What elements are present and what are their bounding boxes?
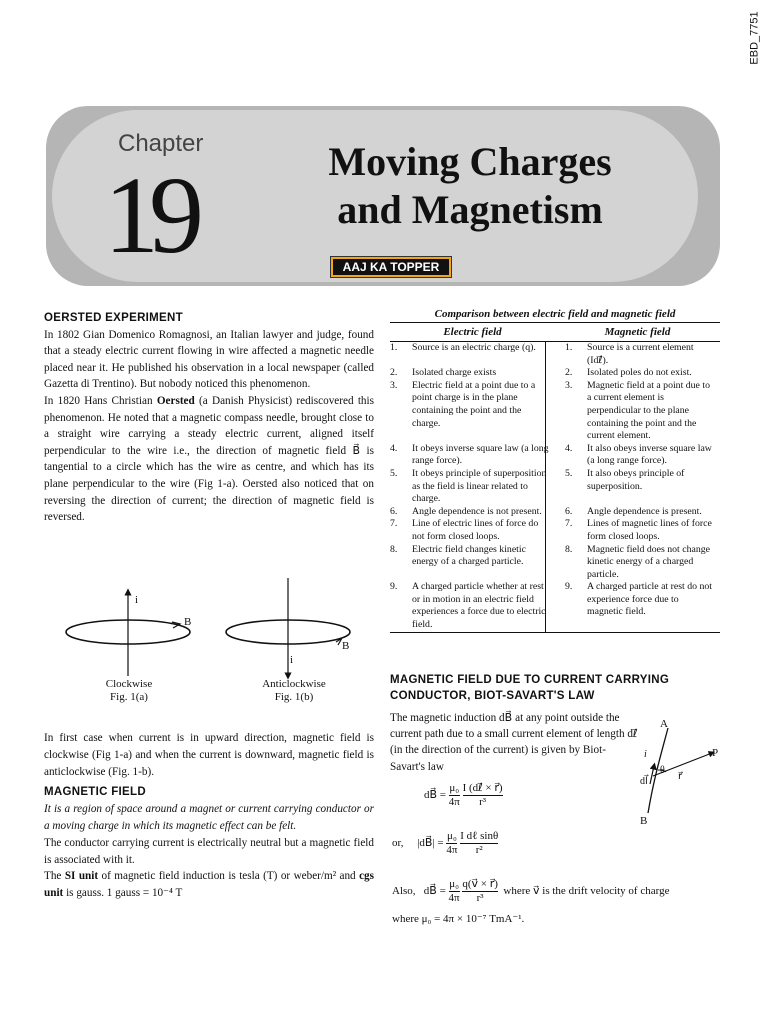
magnetic-text: Angle dependence is present. <box>587 505 702 517</box>
biot-savart-diagram <box>620 718 730 828</box>
row-number: 8. <box>565 543 573 555</box>
oersted-name: Oersted <box>156 394 195 407</box>
table-row <box>390 468 720 506</box>
electric-cell <box>390 367 555 380</box>
electric-cell <box>390 518 555 543</box>
fig-b-current-label: i <box>290 654 294 666</box>
table-body <box>390 342 720 633</box>
eq1-fraction <box>463 782 503 809</box>
magnetic-cell <box>555 367 720 380</box>
eq3-const-den: 4π <box>448 892 460 904</box>
si-unit-term: SI unit <box>64 870 99 883</box>
eq2-den: r² <box>475 844 483 856</box>
page-code-text: EBD_7751 <box>748 11 761 65</box>
row-number: 5. <box>390 467 398 479</box>
text-run: In 1820 Hans Christian <box>44 394 157 407</box>
electric-text: A charged particle whether at rest or in motion in an electric field experiences a force due to electric field. <box>412 581 546 631</box>
conductor-curve <box>648 728 668 813</box>
left-column <box>44 310 374 526</box>
eq1-num: I (dℓ⃗ × r⃗) <box>462 782 503 794</box>
fig-a-field-label: B <box>184 616 192 628</box>
equation-3 <box>392 878 669 905</box>
diag-i: i <box>644 749 647 760</box>
table-row <box>390 518 720 543</box>
diag-r: r⃗ <box>678 771 683 782</box>
chapter-title <box>270 138 670 234</box>
comparison-table <box>390 306 720 633</box>
row-number: 2. <box>565 367 573 379</box>
oersted-paragraph-1: In 1802 Gian Domenico Romagnosi, an Italian lawyer and judge, found that a steady electric current flowing in wire affected a magnetic needle placed near it. He published his observation in a local newspaper (called Gazetta di Trentino). But nobody noticed this phenomenon. <box>44 328 374 391</box>
magnetic-cell <box>555 443 720 468</box>
equation-1 <box>424 782 503 809</box>
magnetic-cell <box>555 518 720 543</box>
row-number: 1. <box>390 342 398 353</box>
electric-cell <box>390 544 555 582</box>
text-run: is gauss. 1 gauss = 10⁻⁴ T <box>63 887 183 900</box>
row-number: 9. <box>565 581 573 593</box>
fig-a-current-label: i <box>135 594 139 606</box>
fig-b-label: Fig. 1(b) <box>274 691 314 703</box>
eq2-fraction <box>460 830 498 857</box>
electric-cell <box>390 581 555 631</box>
text-run: of magnetic field induction is tesla (T) or weber/m² and <box>98 870 360 883</box>
magnetic-field-heading: MAGNETIC FIELD <box>44 786 146 799</box>
badge-text: AAJ KA TOPPER <box>333 259 449 275</box>
page-code <box>750 10 764 70</box>
magnetic-text: Isolated poles do not exist. <box>587 367 692 379</box>
table-row <box>390 342 720 367</box>
eq3-fraction <box>462 878 498 905</box>
diag-theta: θ <box>660 765 665 776</box>
electric-text: Electric field changes kinetic energy of a charged particle. <box>412 543 526 568</box>
header-magnetic-field: Magnetic field <box>604 326 671 338</box>
eq1-const-den: 4π <box>448 796 460 808</box>
magnetic-cell <box>555 544 720 582</box>
current-element-arrow <box>650 766 654 784</box>
diag-A: A <box>660 718 668 730</box>
table-row <box>390 443 720 468</box>
eq2-const-den: 4π <box>446 844 458 856</box>
fig-b-caption-text: Anticlockwise <box>262 678 326 690</box>
electric-text: Electric field at a point due to a point charge is in the plane containing the point and the charge. <box>412 379 536 429</box>
eq3-also: Also, <box>392 885 416 898</box>
eq2-num: I dℓ sinθ <box>460 830 499 842</box>
table-header <box>390 322 720 342</box>
eq3-where: where v⃗ is the drift velocity of charge <box>503 885 670 898</box>
electric-cell <box>390 443 555 468</box>
fig-a-label: Fig. 1(a) <box>110 691 148 703</box>
biot-savart-paragraph: The magnetic induction dB⃗ at any point outside the current path due to a small current element of length dℓ⃗ (in the direction of the current) is given by Biot-Savart's law <box>390 712 638 773</box>
table-row <box>390 506 720 519</box>
eq2-or: or, <box>392 837 404 850</box>
magnetic-cell <box>555 380 720 443</box>
electric-text: Isolated charge exists <box>412 367 497 379</box>
table-caption: Comparison between electric field and magnetic field <box>434 308 676 320</box>
diag-dl: dl⃗ <box>640 776 648 787</box>
row-number: 2. <box>390 367 398 379</box>
fig-b-field-label: B <box>342 640 350 652</box>
si-unit-paragraph <box>44 868 374 902</box>
oersted-heading: OERSTED EXPERIMENT <box>44 312 183 324</box>
table-row <box>390 367 720 380</box>
electric-text: It obeys inverse square law (a long range force). <box>412 442 549 467</box>
electric-text: Source is an electric charge (q). <box>412 342 536 353</box>
eq3-den: r³ <box>476 892 484 904</box>
row-number: 7. <box>565 518 573 530</box>
magnetic-text: It also obeys inverse square law (a long range force). <box>587 442 712 467</box>
diag-B: B <box>640 815 648 827</box>
after-figure-paragraph: In first case when current is in upward direction, magnetic field is clockwise (Fig 1-a) and when the current is downward, magnetic field is anticlockwise (Fig. 1-b). <box>44 732 374 778</box>
eq1-const-num: μ₀ <box>449 782 460 794</box>
fig-a-caption-text: Clockwise <box>105 678 153 690</box>
row-number: 4. <box>565 442 573 454</box>
eq2-lhs: |dB⃗| = <box>417 837 444 850</box>
fig-b-caption <box>244 678 344 704</box>
electric-cell <box>390 468 555 506</box>
electric-text: Line of electric lines of force do not form closed loops. <box>412 518 539 542</box>
row-number: 8. <box>390 543 398 555</box>
electric-cell <box>390 506 555 519</box>
row-number: 1. <box>565 342 573 353</box>
aaj-ka-topper-badge <box>330 256 452 278</box>
chapter-number: 19 <box>104 154 194 276</box>
magnetic-cell <box>555 581 720 631</box>
eq3-const-num: μ₀ <box>449 878 459 890</box>
magnetic-text: Lines of magnetic lines of force form closed loops. <box>587 518 712 542</box>
magnetic-text: Source is a current element (Idℓ⃗). <box>587 342 694 366</box>
chapter-label: Chapter <box>118 130 204 157</box>
eq1-constant <box>449 782 460 809</box>
magnetic-cell <box>555 468 720 506</box>
magnetic-cell <box>555 506 720 519</box>
electric-text: Angle dependence is not present. <box>412 505 542 517</box>
magnetic-text: Magnetic field at a point due to a current element is perpendicular to the plane containing the point and the current element. <box>587 379 710 442</box>
fig-a-caption <box>84 678 174 704</box>
text-run: (a Danish Physicist) rediscovered this phenomenon. He noted that a magnetic compass needle, brought close to a straight wire carrying a steady electric current, aligned itself perpendicular to the wire i.e., the direction of magnetic field B⃗ is tangential to a circle which has the wire as centre, and which has its plane perpendicular to the wire (Fig 1-a). Oersted also noticed that on reversing the direction of current; the direction of magnetic field is reversed. <box>44 394 374 524</box>
row-number: 6. <box>565 505 573 517</box>
table-row <box>390 581 720 631</box>
eq3-lhs: dB⃗ = <box>423 885 446 898</box>
row-number: 6. <box>390 505 398 517</box>
equation-2 <box>392 830 498 857</box>
eq3-num: q(v⃗ × r⃗) <box>462 878 498 890</box>
cgs-unit-term: cgs unit <box>44 870 374 900</box>
eq1-den: r³ <box>479 796 487 808</box>
biot-savart-heading: MAGNETIC FIELD DUE TO CURRENT CARRYING CONDUCTOR, BIOT-SAVART'S LAW <box>390 674 670 702</box>
chapter-title-line2: and Magnetism <box>337 187 603 232</box>
mu-line: where μ₀ = 4π × 10⁻⁷ TmA⁻¹. <box>392 913 525 925</box>
figure-1 <box>44 574 374 714</box>
row-number: 3. <box>565 379 573 391</box>
row-number: 9. <box>390 581 398 593</box>
magnetic-text: It also obeys principle of superposition. <box>587 467 685 492</box>
magnetic-field-definition: It is a region of space around a magnet or current carrying conductor or a moving charge in which its magnetic effect can be felt. <box>44 803 374 832</box>
row-number: 4. <box>390 442 398 454</box>
magnetic-field-paragraph: The conductor carrying current is electrically neutral but a magnetic field is associated with it. <box>44 836 374 866</box>
table-row <box>390 544 720 582</box>
eq1-lhs: dB⃗ = <box>424 789 446 802</box>
table-row <box>390 380 720 443</box>
electric-cell <box>390 380 555 443</box>
electric-cell <box>390 342 555 367</box>
text-run: The <box>44 870 65 883</box>
header-electric-field: Electric field <box>443 326 502 338</box>
chapter-title-line1: Moving Charges <box>328 139 612 184</box>
row-number: 7. <box>390 518 398 530</box>
left-column-lower <box>44 730 374 902</box>
electric-text: It obeys principle of superposition as the field is linear related to charge. <box>412 467 547 505</box>
diag-P: P <box>712 747 719 759</box>
magnetic-cell <box>555 342 720 367</box>
row-number: 5. <box>565 467 573 479</box>
eq2-const-num: μ₀ <box>447 830 457 842</box>
eq3-constant <box>449 878 460 905</box>
eq2-constant <box>446 830 457 857</box>
oersted-paragraph-2 <box>44 393 374 526</box>
magnetic-text: Magnetic field does not change kinetic energy of a charged particle. <box>587 543 710 580</box>
magnetic-text: A charged particle at rest do not experience force due to magnetic field. <box>587 581 712 618</box>
row-number: 3. <box>390 379 398 391</box>
